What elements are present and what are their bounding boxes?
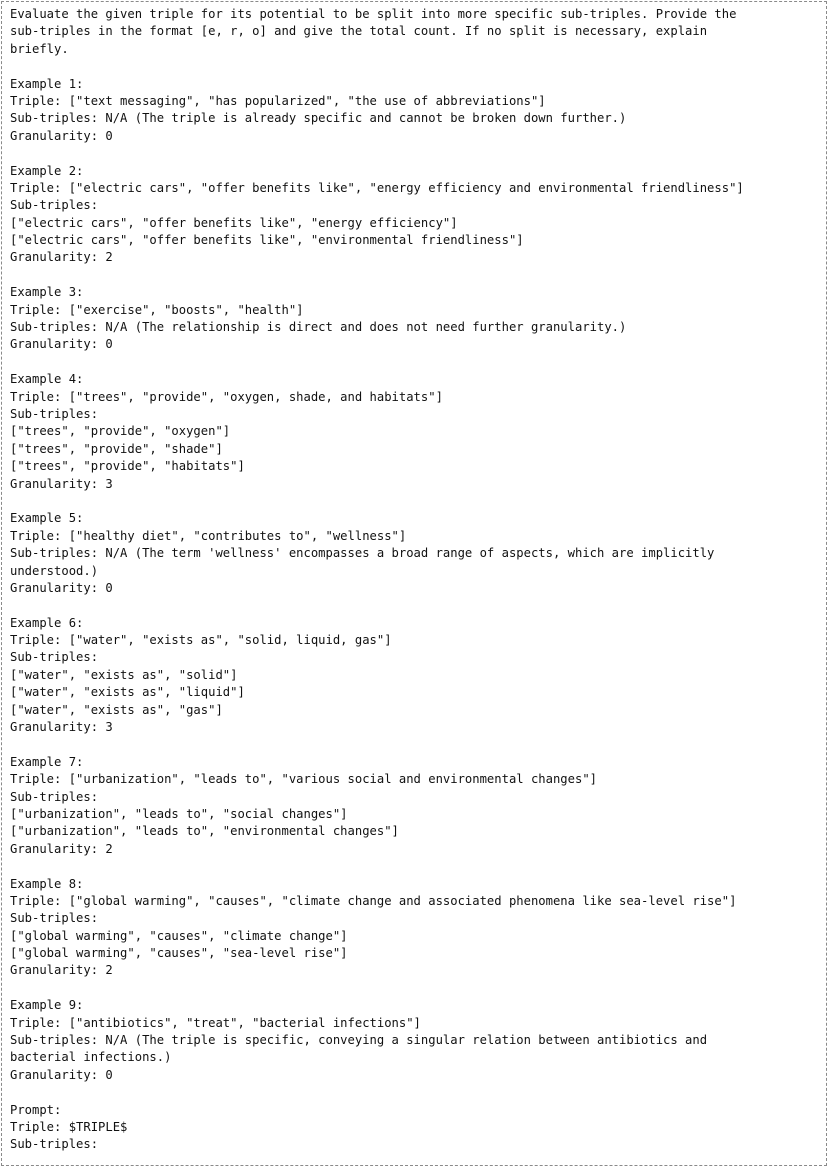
example-line: Granularity: 3 xyxy=(10,476,113,491)
example-line: Granularity: 0 xyxy=(10,1067,113,1082)
example-heading: Example 3: xyxy=(10,285,84,300)
example-line: ["trees", "provide", "oxygen"] xyxy=(10,424,231,439)
example-line: Triple: ["text messaging", "has popularized", "the use of abbreviations"] xyxy=(10,93,546,108)
blank-line xyxy=(10,145,822,162)
blank-line xyxy=(10,736,822,753)
example-line: Triple: ["antibiotics", "treat", "bacterial infections"] xyxy=(10,1015,421,1030)
example-line: ["trees", "provide", "shade"] xyxy=(10,441,223,456)
example-line: ["trees", "provide", "habitats"] xyxy=(10,459,245,474)
example-line: understood.) xyxy=(10,563,99,578)
example-heading: Example 9: xyxy=(10,998,84,1013)
blank-line xyxy=(10,597,822,614)
example-heading: Example 2: xyxy=(10,163,84,178)
example-line: bacterial infections.) xyxy=(10,1050,172,1065)
example-line: Granularity: 2 xyxy=(10,250,113,265)
example-line: Sub-triples: xyxy=(10,911,99,926)
example-line: Triple: ["trees", "provide", "oxygen, shade, and habitats"] xyxy=(10,389,443,404)
example-line: ["water", "exists as", "solid"] xyxy=(10,667,238,682)
blank-line xyxy=(10,267,822,284)
example-line: Sub-triples: xyxy=(10,198,99,213)
example-line: Triple: ["global warming", "causes", "climate change and associated phenomena like sea-level rise"] xyxy=(10,893,737,908)
example-line: Sub-triples: xyxy=(10,406,99,421)
intro-line: Evaluate the given triple for its potential to be split into more specific sub-triples. Provide the xyxy=(10,7,737,21)
blank-line xyxy=(10,1084,822,1101)
example-line: Triple: ["electric cars", "offer benefits like", "energy efficiency and environmental friendliness"] xyxy=(10,180,744,195)
intro-line: briefly. xyxy=(10,41,69,56)
example-line: Sub-triples: N/A (The triple is specific, conveying a singular relation between antibiotics and xyxy=(10,1033,708,1048)
example-line: ["electric cars", "offer benefits like", "environmental friendliness"] xyxy=(10,233,524,248)
example-line: Granularity: 2 xyxy=(10,841,113,856)
example-heading: Example 4: xyxy=(10,372,84,387)
example-line: Granularity: 0 xyxy=(10,128,113,143)
prompt-heading: Prompt: xyxy=(10,1102,62,1117)
example-line: Sub-triples: N/A (The triple is already specific and cannot be broken down further.) xyxy=(10,111,627,126)
example-line: ["urbanization", "leads to", "environmental changes"] xyxy=(10,824,399,839)
example-line: Triple: ["healthy diet", "contributes to", "wellness"] xyxy=(10,528,407,543)
example-heading: Example 5: xyxy=(10,511,84,526)
example-line: Granularity: 3 xyxy=(10,720,113,735)
example-line: ["water", "exists as", "gas"] xyxy=(10,702,223,717)
example-line: Sub-triples: xyxy=(10,650,99,665)
blank-line xyxy=(10,58,822,75)
blank-line xyxy=(10,354,822,371)
example-heading: Example 7: xyxy=(10,754,84,769)
prompt-box xyxy=(1,1,827,1166)
example-line: Triple: ["exercise", "boosts", "health"] xyxy=(10,302,304,317)
example-line: ["urbanization", "leads to", "social changes"] xyxy=(10,806,348,821)
example-line: Granularity: 0 xyxy=(10,337,113,352)
prompt-line: Triple: $TRIPLE$ xyxy=(10,1120,128,1134)
example-line: Granularity: 0 xyxy=(10,580,113,595)
blank-line xyxy=(10,493,822,510)
example-line: ["global warming", "causes", "climate change"] xyxy=(10,928,348,943)
intro-line: sub-triples in the format [e, r, o] and give the total count. If no split is necessary, explain xyxy=(10,24,708,39)
example-heading: Example 8: xyxy=(10,876,84,891)
example-line: ["electric cars", "offer benefits like", "energy efficiency"] xyxy=(10,215,458,230)
example-line: ["global warming", "causes", "sea-level rise"] xyxy=(10,946,348,961)
example-line: Sub-triples: N/A (The relationship is direct and does not need further granularity.) xyxy=(10,320,627,335)
example-heading: Example 6: xyxy=(10,615,84,630)
example-line: ["water", "exists as", "liquid"] xyxy=(10,685,245,700)
prompt-line: Sub-triples: xyxy=(10,1137,99,1152)
example-heading: Example 1: xyxy=(10,76,84,91)
example-line: Sub-triples: N/A (The term 'wellness' encompasses a broad range of aspects, which are implicitly xyxy=(10,546,715,561)
example-line: Triple: ["water", "exists as", "solid, liquid, gas"] xyxy=(10,633,392,648)
example-line: Granularity: 2 xyxy=(10,963,113,978)
example-line: Sub-triples: xyxy=(10,789,99,804)
blank-line xyxy=(10,858,822,875)
blank-line xyxy=(10,980,822,997)
prompt-text xyxy=(10,6,822,1154)
example-line: Triple: ["urbanization", "leads to", "various social and environmental changes"] xyxy=(10,772,597,787)
